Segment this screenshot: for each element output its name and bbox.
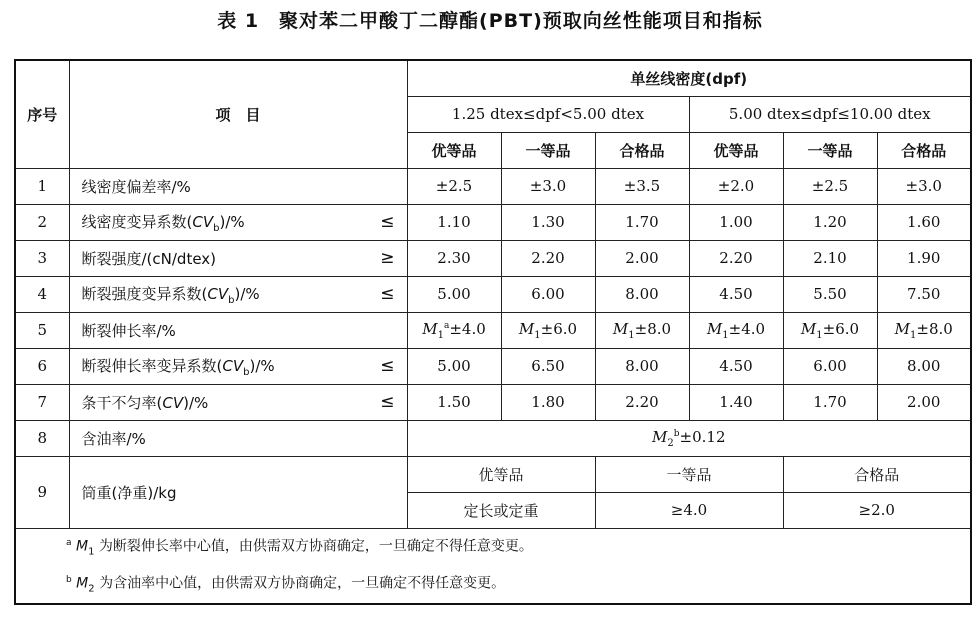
- comparator: ≤: [380, 356, 395, 376]
- table-row: [15, 420, 971, 456]
- cell-value: 7.50: [877, 276, 971, 312]
- cell-value: 6.00: [501, 276, 595, 312]
- row-item: 断裂强度变异系数$(CV_b)/\%$ ≤: [69, 276, 407, 312]
- cell-value: ±2.5: [407, 168, 501, 204]
- grade-header: 优等品: [689, 132, 783, 168]
- cell-value: ≥4.0: [595, 492, 783, 528]
- cell-value: 1.20: [783, 204, 877, 240]
- cell-value: $M_2^b\pm 0.12$: [407, 420, 971, 456]
- cell-value: 2.20: [689, 240, 783, 276]
- header-seq: 序号: [15, 60, 69, 168]
- grade-header: 一等品: [595, 456, 783, 492]
- grade-header: 优等品: [407, 456, 595, 492]
- cell-value: 1.00: [689, 204, 783, 240]
- cell-value: ±3.0: [877, 168, 971, 204]
- grade-header: 一等品: [501, 132, 595, 168]
- cell-value: 2.20: [501, 240, 595, 276]
- cell-value: 5.00: [407, 276, 501, 312]
- row-number: 3: [15, 240, 69, 276]
- row-number: 4: [15, 276, 69, 312]
- grade-header: 合格品: [877, 132, 971, 168]
- row-item: 断裂强度/(cN/dtex) ≥: [69, 240, 407, 276]
- cell-value: $M_1^a\pm 4.0$: [407, 312, 501, 348]
- row-number: 5: [15, 312, 69, 348]
- row-item: 线密度变异系数$(CV_b)/\%$ ≤: [69, 204, 407, 240]
- cell-value: 1.30: [501, 204, 595, 240]
- table-row: [15, 240, 971, 276]
- cell-value: 8.00: [877, 348, 971, 384]
- cell-value: 1.90: [877, 240, 971, 276]
- cell-value: 5.00: [407, 348, 501, 384]
- row-number: 8: [15, 420, 69, 456]
- row-number: 9: [15, 456, 69, 528]
- cell-value: 1.10: [407, 204, 501, 240]
- table-row: [15, 312, 971, 348]
- row-item: 筒重(净重)/kg: [69, 456, 407, 528]
- footnotes: [15, 528, 971, 604]
- comparator: ≤: [380, 392, 395, 412]
- row-item: 断裂伸长率/%: [69, 312, 407, 348]
- notes-row: [15, 528, 971, 604]
- footnote: $^a$ $M_1$ 为断裂伸长率中心值，由供需双方协商确定，一旦确定不得任意变更。: [66, 537, 533, 557]
- cell-label: 定长或定重: [407, 492, 595, 528]
- cell-value: ±2.0: [689, 168, 783, 204]
- row-number: 6: [15, 348, 69, 384]
- cell-value: 8.00: [595, 276, 689, 312]
- cell-value: 1.60: [877, 204, 971, 240]
- cell-value: ≥2.0: [783, 492, 971, 528]
- grade-header: 优等品: [407, 132, 501, 168]
- table-row: [15, 456, 971, 492]
- cell-value: ±3.5: [595, 168, 689, 204]
- row-number: 2: [15, 204, 69, 240]
- row-item: 含油率/%: [69, 420, 407, 456]
- cell-value: 6.50: [501, 348, 595, 384]
- cell-value: 1.70: [783, 384, 877, 420]
- cell-value: 2.00: [595, 240, 689, 276]
- cell-value: 1.70: [595, 204, 689, 240]
- cell-value: 1.80: [501, 384, 595, 420]
- header-range-1: 1.25 dtex≤dpf<5.00 dtex: [407, 96, 689, 132]
- grade-header: 一等品: [783, 132, 877, 168]
- cell-value: 2.20: [595, 384, 689, 420]
- comparator: ≤: [380, 284, 395, 304]
- row-item: 条干不匀率(CV)/% ≤: [69, 384, 407, 420]
- cell-value: $M_1\pm 6.0$: [783, 312, 877, 348]
- table-title: 表 1 聚对苯二甲酸丁二醇酯(PBT)预取向丝性能项目和指标: [217, 10, 763, 32]
- header-range-2: 5.00 dtex≤dpf≤10.00 dtex: [689, 96, 971, 132]
- cell-value: 4.50: [689, 276, 783, 312]
- comparator: ≥: [380, 248, 395, 268]
- row-number: 1: [15, 168, 69, 204]
- table-row: [15, 348, 971, 384]
- row-number: 7: [15, 384, 69, 420]
- cell-value: 1.40: [689, 384, 783, 420]
- cell-value: ±2.5: [783, 168, 877, 204]
- header-row-1: [15, 60, 971, 96]
- row-item: 断裂伸长率变异系数$(CV_b)/\%$ ≤: [69, 348, 407, 384]
- cell-value: ±3.0: [501, 168, 595, 204]
- cell-value: $M_1\pm 4.0$: [689, 312, 783, 348]
- cell-value: $M_1\pm 8.0$: [595, 312, 689, 348]
- table-row: [15, 204, 971, 240]
- cell-value: $M_1\pm 8.0$: [877, 312, 971, 348]
- cell-value: 4.50: [689, 348, 783, 384]
- table-row: [15, 276, 971, 312]
- cell-value: 1.50: [407, 384, 501, 420]
- cell-value: 2.10: [783, 240, 877, 276]
- cell-value: $M_1\pm 6.0$: [501, 312, 595, 348]
- header-dpf: 单丝线密度(dpf): [407, 60, 971, 96]
- grade-header: 合格品: [783, 456, 971, 492]
- cell-value: 2.30: [407, 240, 501, 276]
- row-item: 线密度偏差率/%: [69, 168, 407, 204]
- footnote: $^b$ $M_2$ 为含油率中心值，由供需双方协商确定，一旦确定不得任意变更。: [66, 574, 506, 595]
- cell-value: 8.00: [595, 348, 689, 384]
- cell-value: 6.00: [783, 348, 877, 384]
- comparator: ≤: [380, 212, 395, 232]
- header-item: 项 目: [69, 60, 407, 168]
- cell-value: 5.50: [783, 276, 877, 312]
- cell-value: 2.00: [877, 384, 971, 420]
- table-row: [15, 168, 971, 204]
- table-row: [15, 384, 971, 420]
- spec-table: [14, 59, 972, 605]
- grade-header: 合格品: [595, 132, 689, 168]
